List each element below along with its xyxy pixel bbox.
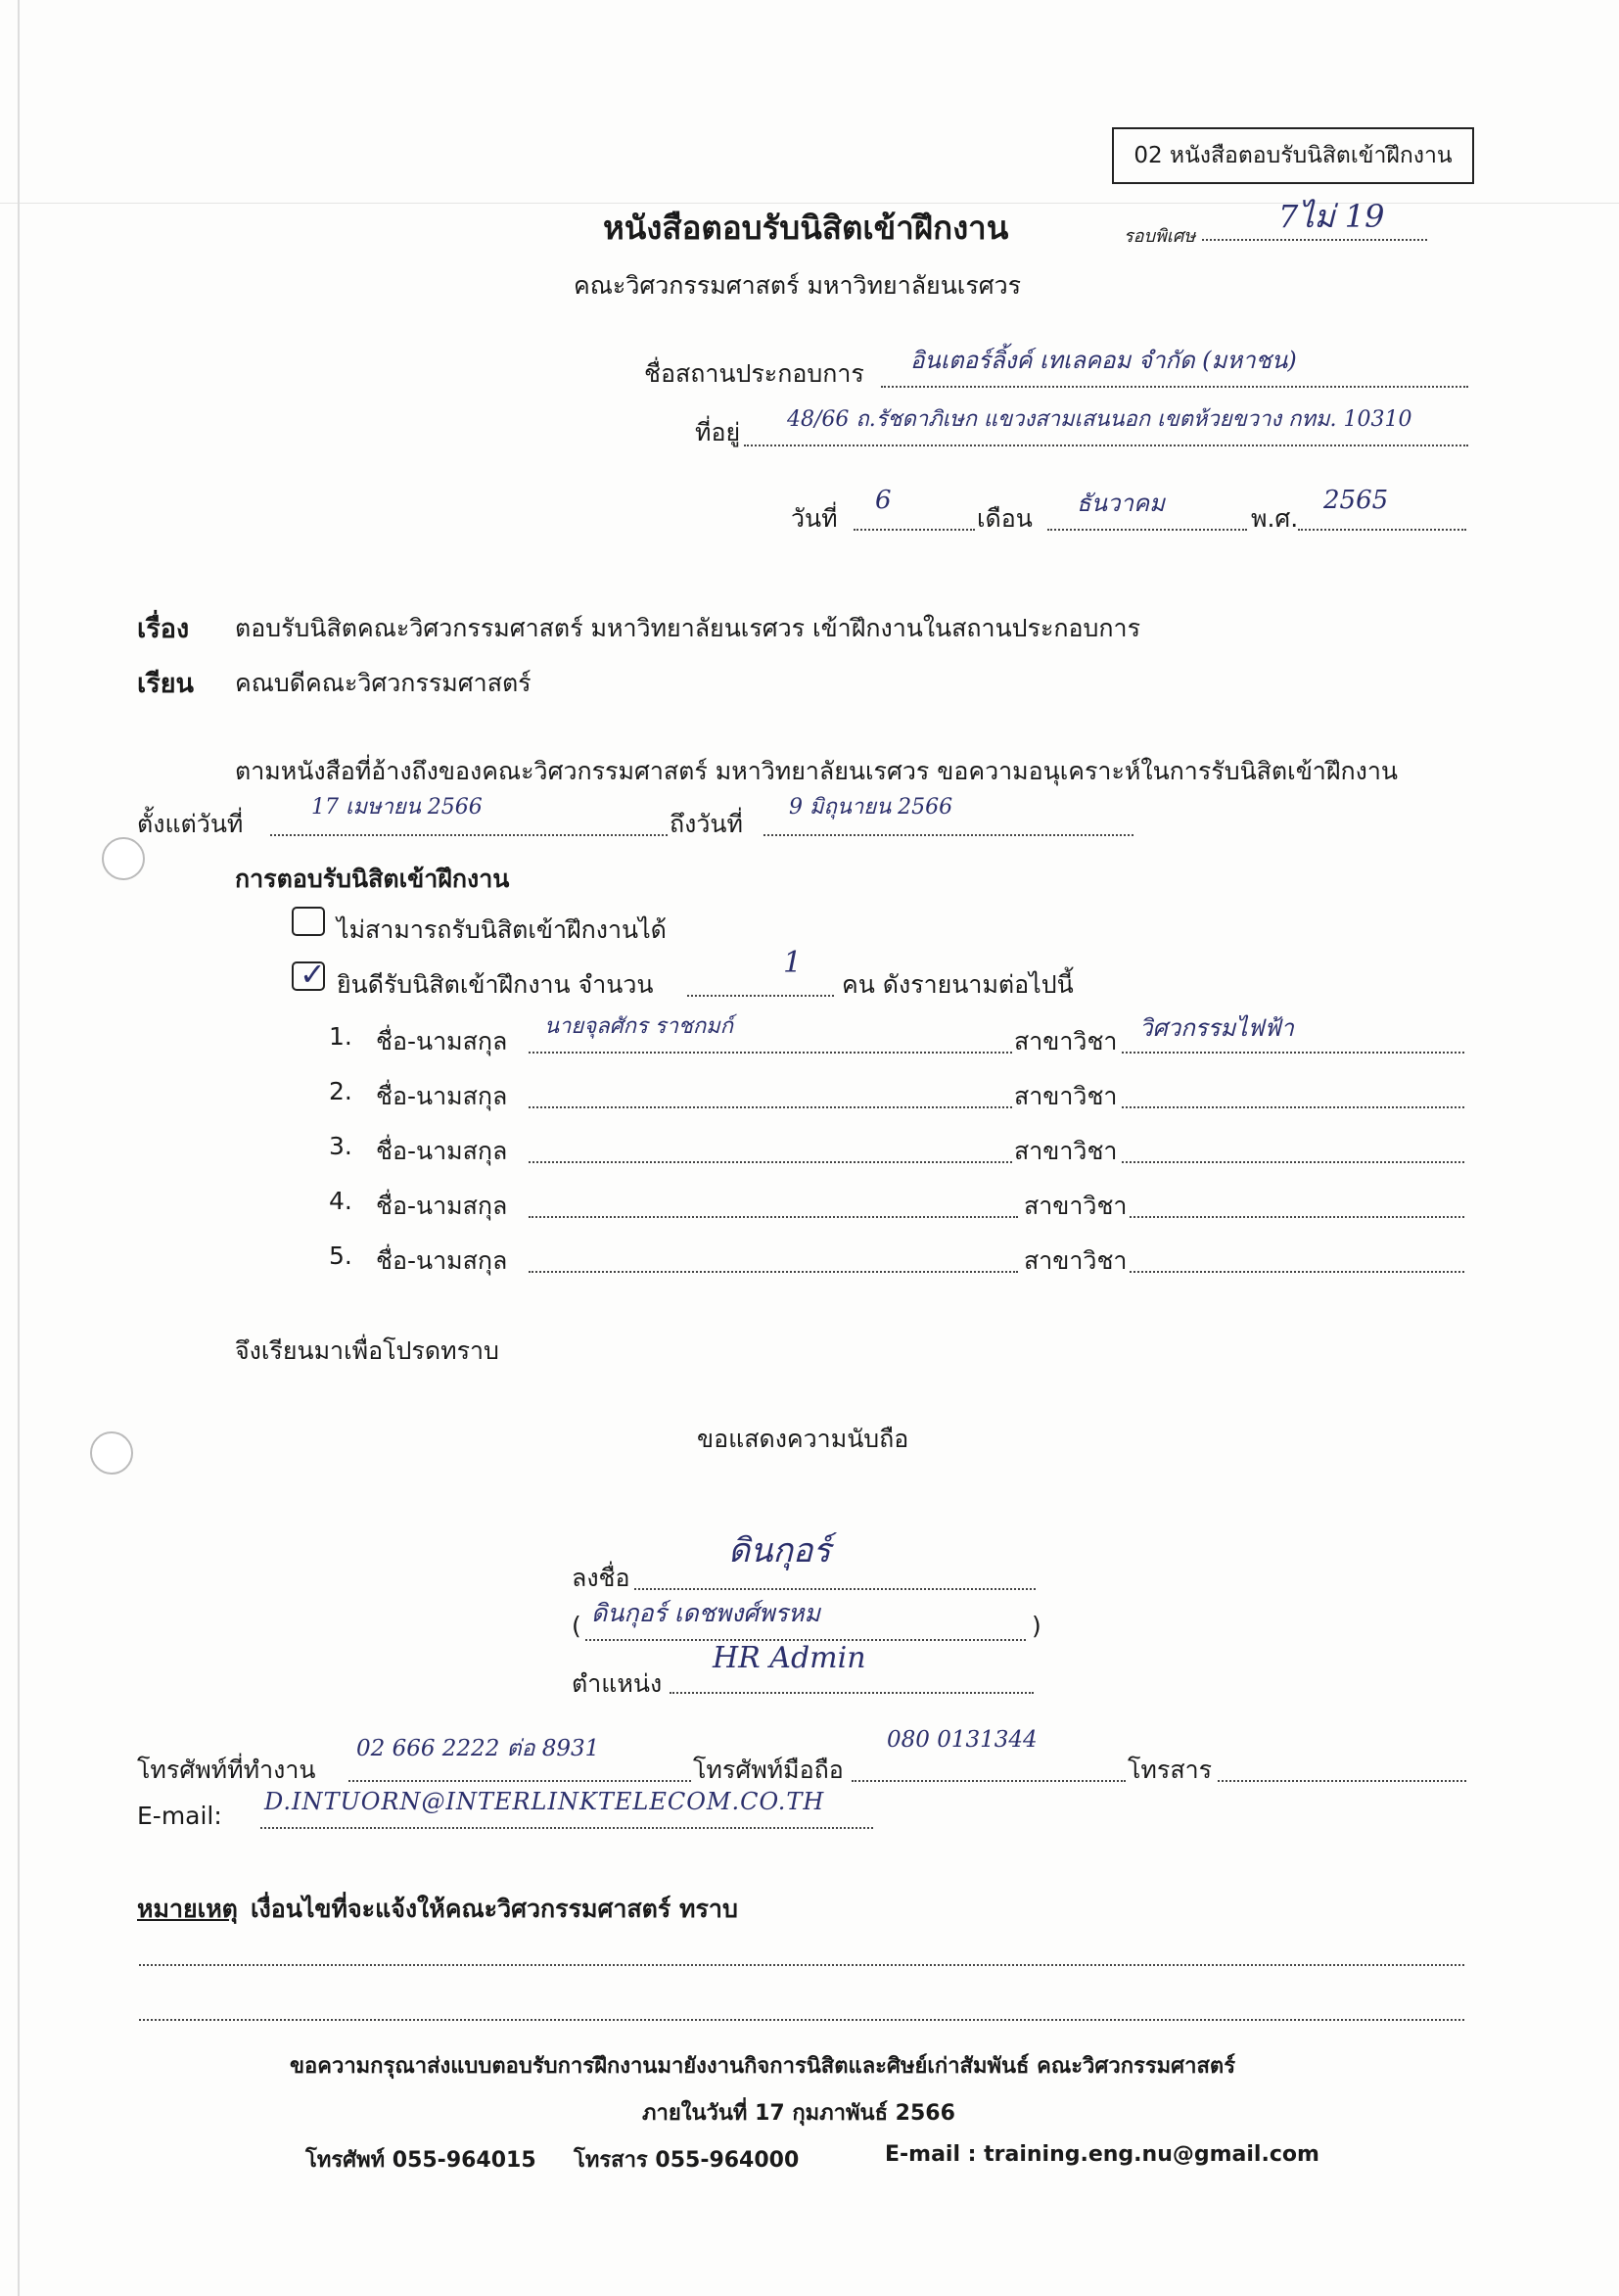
name-dots — [529, 1271, 1018, 1273]
position-label: ตำแหน่ง — [572, 1669, 663, 1698]
major-label: สาขาวิชา — [1014, 1082, 1118, 1110]
position-value: HR Admin — [713, 1641, 866, 1675]
name-label: ชื่อ-นามสกุล — [376, 1137, 508, 1165]
body-text: ตามหนังสือที่อ้างถึงของคณะวิศวกรรมศาสตร์ มหาวิทยาลัยนเรศวร ขอความอนุเคราะห์ในการรับนิสิตเข้าฝึกงาน — [235, 757, 1398, 785]
student-no: 1. — [329, 1022, 352, 1051]
address-dots — [744, 445, 1468, 446]
accept-option-label: ยินดีรับนิสิตเข้าฝึกงาน จำนวน — [337, 970, 654, 999]
form-code-box — [1112, 127, 1474, 184]
name-dots — [529, 1052, 1012, 1054]
mobile-dots — [852, 1780, 1126, 1782]
major-label: สาขาวิชา — [1014, 1027, 1118, 1055]
signature: ดินกุอร์ — [728, 1531, 831, 1570]
footer-phone: โทรศัพท์ 055-964015 — [305, 2148, 536, 2173]
footer-fax: โทรสาร 055-964000 — [574, 2148, 800, 2173]
reject-option-label: ไม่สามารถรับนิสิตเข้าฝึกงานได้ — [337, 915, 667, 944]
student-major: วิศวกรรมไฟฟ้า — [1139, 1014, 1294, 1042]
checkmark-icon: ✓ — [300, 956, 326, 993]
signer-name: ดินกุอร์ เดชพงศ์พรหม — [591, 1599, 821, 1627]
name-dots — [529, 1106, 1012, 1108]
major-dots — [1130, 1271, 1464, 1273]
student-name: นายจุลศักร ราชกมก์ — [544, 1014, 733, 1039]
student-no: 4. — [329, 1187, 352, 1215]
major-dots — [1122, 1052, 1464, 1054]
from-value: 17 เมษายน 2566 — [311, 795, 483, 820]
scan-edge — [18, 0, 20, 2296]
to-date-value: 9 มิถุนายน 2566 — [789, 795, 953, 820]
note-dots-2 — [139, 2019, 1464, 2021]
reject-checkbox[interactable] — [292, 907, 325, 936]
accept-count: 1 — [783, 946, 803, 980]
year-dots — [1298, 529, 1466, 531]
footer-line1: ขอความกรุณาส่งแบบตอบรับการฝึกงานมายังงานกิจการนิสิตและศิษย์เก่าสัมพันธ์ คณะวิศวกรรมศาสตร์ — [290, 2054, 1236, 2079]
company-value: อินเตอร์ลิ้งค์ เทเลคอม จำกัด (มหาชน) — [910, 347, 1297, 374]
major-label: สาขาวิชา — [1024, 1246, 1128, 1275]
address-value: 48/66 ถ.รัชดาภิเษก แขวงสามเสนนอก เขตห้วยขวาง กทม. 10310 — [787, 407, 1412, 432]
signer-open-paren: ( — [572, 1612, 581, 1640]
day-dots — [854, 529, 975, 531]
subject-text: ตอบรับนิสิตคณะวิศวกรรมศาสตร์ มหาวิทยาลัยนเรศวร เข้าฝึกงานในสถานประกอบการ — [235, 614, 1141, 642]
respect-text: ขอแสดงความนับถือ — [697, 1425, 909, 1453]
day-label: วันที่ — [791, 504, 838, 533]
subject-label: เรื่อง — [137, 614, 190, 644]
month-dots — [1047, 529, 1247, 531]
name-label: ชื่อ-นามสกุล — [376, 1192, 508, 1220]
closing-text: จึงเรียนมาเพื่อโปรดทราบ — [235, 1336, 499, 1365]
student-no: 3. — [329, 1132, 352, 1160]
sign-label: ลงชื่อ — [572, 1564, 630, 1592]
mobile-value: 080 0131344 — [887, 1727, 1038, 1753]
year-value: 2565 — [1323, 486, 1389, 515]
signer-close-paren: ) — [1032, 1612, 1041, 1640]
email-label: E-mail: — [137, 1802, 222, 1830]
from-label: ตั้งแต่วันที่ — [137, 810, 244, 838]
name-label: ชื่อ-นามสกุล — [376, 1246, 508, 1275]
punch-hole-bottom — [90, 1431, 133, 1475]
note-label: หมายเหตุ — [137, 1895, 238, 1923]
company-label: ชื่อสถานประกอบการ — [644, 359, 864, 388]
address-label: ที่อยู่ — [695, 418, 741, 446]
email-dots — [260, 1827, 873, 1829]
note-text: เงื่อนไขที่จะแจ้งให้คณะวิศวกรรมศาสตร์ ทราบ — [251, 1895, 738, 1923]
page-title: หนังสือตอบรับนิสิตเข้าฝึกงาน — [603, 209, 1009, 247]
name-dots — [529, 1216, 1018, 1218]
phone-label: โทรศัพท์ที่ทำงาน — [137, 1756, 316, 1784]
name-label: ชื่อ-นามสกุล — [376, 1027, 508, 1055]
fax-dots — [1218, 1780, 1466, 1782]
round-label: รอบพิเศษ — [1124, 226, 1196, 247]
fax-label: โทรสาร — [1128, 1756, 1213, 1784]
student-no: 2. — [329, 1077, 352, 1105]
month-label: เดือน — [977, 504, 1033, 533]
from-dots — [270, 834, 668, 836]
acceptance-heading: การตอบรับนิสิตเข้าฝึกงาน — [235, 865, 510, 893]
day-value: 6 — [875, 486, 892, 515]
phone-dots — [348, 1780, 691, 1782]
name-dots — [529, 1161, 1012, 1163]
company-dots — [881, 386, 1468, 388]
accept-suffix: คน ดังรายนามต่อไปนี้ — [842, 970, 1074, 999]
note-dots-1 — [139, 1964, 1464, 1966]
major-dots — [1122, 1106, 1464, 1108]
student-no: 5. — [329, 1242, 352, 1270]
year-label: พ.ศ. — [1251, 504, 1299, 533]
major-label: สาขาวิชา — [1014, 1137, 1118, 1165]
sign-dots — [634, 1588, 1036, 1590]
month-value: ธันวาคม — [1077, 490, 1165, 517]
phone-value: 02 666 2222 ต่อ 8931 — [356, 1736, 600, 1761]
to-date-label: ถึงวันที่ — [670, 810, 743, 838]
mobile-label: โทรศัพท์มือถือ — [693, 1756, 844, 1784]
round-value: 7ไม่ 19 — [1278, 198, 1385, 235]
footer-email: E-mail : training.eng.nu@gmail.com — [885, 2142, 1319, 2167]
accept-count-dots — [687, 995, 834, 997]
form-code: 02 หนังสือตอบรับนิสิตเข้าฝึกงาน — [1133, 143, 1453, 168]
major-label: สาขาวิชา — [1024, 1192, 1128, 1220]
email-value: D.INTUORN@INTERLINKTELECOM.CO.TH — [264, 1788, 825, 1815]
to-date-dots — [763, 834, 1133, 836]
major-dots — [1130, 1216, 1464, 1218]
to-label: เรียน — [137, 669, 195, 699]
position-dots — [670, 1692, 1034, 1694]
major-dots — [1122, 1161, 1464, 1163]
footer-line2: ภายในวันที่ 17 กุมภาพันธ์ 2566 — [642, 2101, 955, 2126]
name-label: ชื่อ-นามสกุล — [376, 1082, 508, 1110]
faculty-line: คณะวิศวกรรมศาสตร์ มหาวิทยาลัยนเรศวร — [574, 271, 1022, 300]
to-text: คณบดีคณะวิศวกรรมศาสตร์ — [235, 669, 532, 697]
